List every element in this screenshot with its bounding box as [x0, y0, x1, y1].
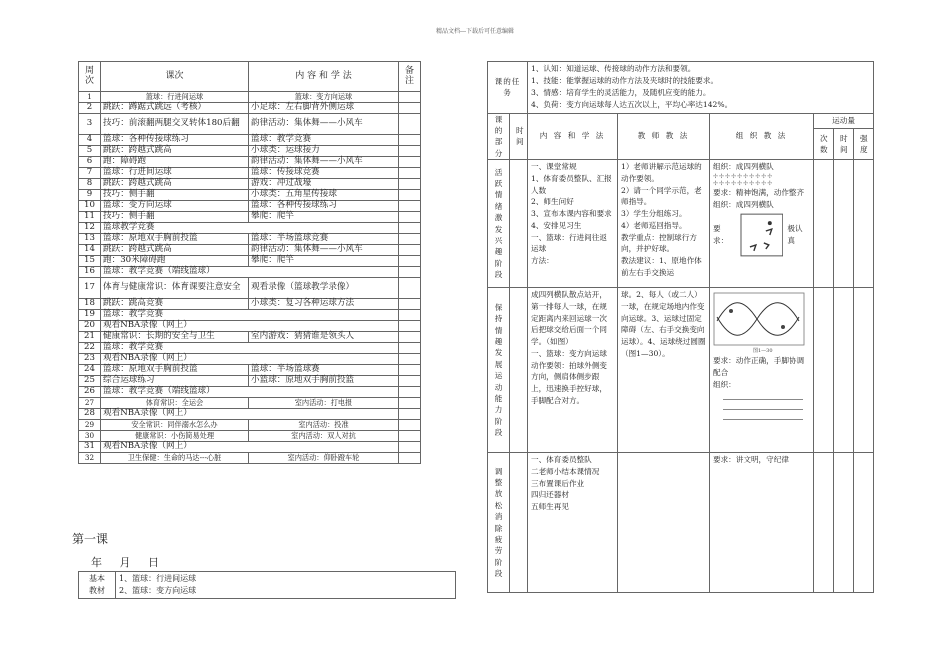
lesson-b: 游戏：冲过战壕 — [249, 179, 399, 190]
court-diagram — [740, 213, 784, 257]
week-number: 15 — [79, 256, 101, 267]
remark-cell — [399, 278, 421, 299]
blank-line — [723, 390, 803, 400]
section-2-org-req: 要求：动作正确，手脚协调配合 — [713, 356, 805, 377]
remark-cell — [399, 354, 421, 365]
remark-cell — [399, 267, 421, 278]
week-number: 20 — [79, 321, 101, 332]
header-week: 周次 — [79, 62, 101, 92]
remark-cell — [399, 299, 421, 310]
week-number: 12 — [79, 223, 101, 234]
task-4: 4、负荷：变方向运球每人达五次以上，平均心率达142%。 — [531, 100, 733, 110]
lesson-a: 跳跃：蹲踞式跳远（考核） — [101, 103, 249, 114]
week-number: 16 — [79, 267, 101, 278]
schedule-row — [79, 365, 421, 376]
week-number: 10 — [79, 201, 101, 212]
section-1-teach: 1）老师讲解示范运球的动作要领。 2）请一个同学示范，老师指导。 3）学生分组练习。 4）老师巡回指导。 教学重点：控制球行方向，并护好球。 教法建议：1、原地作体前左右手交换运 — [618, 160, 710, 288]
basic-material-table — [78, 571, 456, 599]
week-number: 1 — [79, 92, 101, 103]
week-number: 26 — [79, 387, 101, 398]
remark-cell — [399, 376, 421, 387]
head-part: 课的部分 — [488, 113, 510, 160]
lesson-b: 小球类：五角星传接球 — [249, 190, 399, 201]
task-2: 1、技能：能掌握运球的动作方法及夹球时的技能要求。 — [531, 76, 719, 86]
schedule-row — [79, 223, 421, 234]
section-1-org-side: 极认真 — [787, 224, 803, 245]
schedule-row — [79, 398, 421, 409]
lesson-b: 室内游戏：猜猜谁是领头人 — [249, 332, 399, 343]
remark-cell — [399, 343, 421, 354]
lesson-a: 体育与健康常识：体育课要注意安全 — [101, 278, 249, 299]
schedule-row — [79, 442, 421, 453]
task-label: 课的任务 — [488, 62, 528, 114]
schedule-row — [79, 92, 421, 103]
schedule-row — [79, 332, 421, 343]
week-number: 28 — [79, 409, 101, 420]
basic-item-1: 1、篮球：行进间运球 — [119, 574, 197, 583]
week-number: 19 — [79, 310, 101, 321]
head-strength: 强度 — [854, 128, 874, 159]
week-number: 27 — [79, 398, 101, 409]
lesson-b: 攀爬：爬竿 — [249, 212, 399, 223]
week-number: 31 — [79, 442, 101, 453]
week-number: 9 — [79, 190, 101, 201]
remark-cell — [399, 365, 421, 376]
schedule-row — [79, 420, 421, 431]
lesson-b: 小足球：左右脚背外侧运球 — [249, 103, 399, 114]
section-3-label: 调整放松消除疲劳阶段 — [488, 453, 510, 593]
date-line: 年 月 日 — [91, 556, 159, 569]
week-number: 18 — [79, 299, 101, 310]
schedule-row — [79, 256, 421, 267]
lesson-a: 跳跃：跨越式跳高 — [101, 146, 249, 157]
head-dur: 时间 — [834, 128, 854, 159]
week-number: 2 — [79, 103, 101, 114]
lesson-b: 小篮球：原地双手胸前投篮 — [249, 376, 399, 387]
week-number: 11 — [79, 212, 101, 223]
lesson-a: 篮球：原地双手胸前投篮 — [101, 234, 249, 245]
week-number: 13 — [79, 234, 101, 245]
section-2-org-org: 组织： — [713, 379, 736, 389]
section-2-content: 成四列横队散点站开，第一排每人一球，在规定距离内来回运球一次后把球交给后面一个同学。（如图） 一、篮球：变方向运球 动作要领：拍球外侧变方向，侧肩体侧步跟上，迅速换手控好球，手脚配合对方。 — [528, 288, 618, 453]
schedule-body — [79, 92, 421, 464]
remark-cell — [399, 92, 421, 103]
remark-cell — [399, 135, 421, 146]
lesson-a: 综合运球练习 — [101, 376, 249, 387]
schedule-row — [79, 387, 421, 398]
section-1-org-top: 组织：成四列横队 — [713, 162, 774, 172]
lesson-a: 技巧：前滚翻两腿交叉转体180后翻 — [101, 114, 249, 135]
week-number: 14 — [79, 245, 101, 256]
lesson-a: 跑：障碍跑 — [101, 157, 249, 168]
remark-cell — [399, 431, 421, 442]
schedule-row — [79, 354, 421, 365]
head-content: 内 容 和 学 法 — [528, 113, 618, 160]
lesson-a: 观看NBA录像（网上） — [101, 354, 399, 365]
blank-line — [723, 400, 803, 410]
blank-line — [723, 410, 803, 420]
schedule-row — [79, 114, 421, 135]
week-number: 30 — [79, 431, 101, 442]
week-number: 4 — [79, 135, 101, 146]
lesson-b: 篮球：各种传接球练习 — [249, 201, 399, 212]
lesson-a: 观看NBA录像（网上） — [101, 409, 399, 420]
schedule-row — [79, 278, 421, 299]
remark-cell — [399, 398, 421, 409]
lesson-plan-table — [487, 61, 874, 593]
section-3-org: 要求：讲文明，守纪律 — [710, 453, 814, 593]
lesson-a: 观看NBA录像（网上） — [101, 321, 399, 332]
week-number: 3 — [79, 114, 101, 135]
diagram-caption: 图1—30 — [753, 348, 773, 354]
week-number: 21 — [79, 332, 101, 343]
head-time: 时间 — [510, 113, 528, 160]
head-teach: 教 师 教 法 — [618, 113, 710, 160]
lesson-a: 篮球：教学竞赛（端线篮球） — [101, 387, 399, 398]
schedule-row — [79, 135, 421, 146]
schedule-row — [79, 157, 421, 168]
remark-cell — [399, 332, 421, 343]
lesson-a: 跑：30米障碍跑 — [101, 256, 249, 267]
section-1-content: 一、课堂常规 1、体育委员整队、汇报人数 2、师生问好 3、宣布本课内容和要求 4、安排见习生 一、篮球：行进间往返运球 方法： — [528, 160, 618, 288]
week-number: 23 — [79, 354, 101, 365]
remark-cell — [399, 442, 421, 453]
lesson-b: 观看录像（篮球教学录像） — [249, 278, 399, 299]
week-number: 17 — [79, 278, 101, 299]
remark-cell — [399, 146, 421, 157]
lesson-b: 篮球：变方向运球 — [249, 92, 399, 103]
week-number: 22 — [79, 343, 101, 354]
lesson-a: 技巧：侧手翻 — [101, 190, 249, 201]
lesson-a: 观看NBA录像（网上） — [101, 442, 399, 453]
load-label: 运动量 — [814, 113, 874, 128]
header-note: 精品文档---下载后可任意编辑 — [435, 28, 515, 35]
schedule-row — [79, 234, 421, 245]
lesson-a: 篮球：原地双手胸前投篮 — [101, 365, 249, 376]
remark-cell — [399, 114, 421, 135]
schedule-row — [79, 267, 421, 278]
lesson-b: 室内活动：仰卧蹬车轮 — [249, 453, 399, 464]
remark-cell — [399, 212, 421, 223]
schedule-row — [79, 310, 421, 321]
lesson-a: 健康常识：长期的安全与卫生 — [101, 332, 249, 343]
schedule-row — [79, 179, 421, 190]
schedule-row — [79, 409, 421, 420]
lesson-a: 卫生保健：生命的马达---心脏 — [101, 453, 249, 464]
lesson-b: 韵律活动：集体舞——小风车 — [249, 114, 399, 135]
remark-cell — [399, 387, 421, 398]
schedule-row — [79, 168, 421, 179]
section-1-org-low: 要求： — [713, 224, 729, 245]
lesson-a: 篮球教学竞赛 — [101, 223, 399, 234]
lesson-a: 安全常识：同伴溺水怎么办 — [101, 420, 249, 431]
header-lesson: 课次 — [101, 62, 249, 92]
lesson-b: 攀爬：爬竿 — [249, 256, 399, 267]
lesson-a: 健康常识：小伤简易处理 — [101, 431, 249, 442]
lesson-b: 室内活动：投准 — [249, 420, 399, 431]
schedule-row — [79, 453, 421, 464]
lesson-b: 室内活动：双人对抗 — [249, 431, 399, 442]
section-2-teach: 球。2、每人（或二人）一球，在规定场地内作变向运球。3、运球过固定障碍（左、右手交换变向运球）。4、运球绕过圆圈（图1—30）。 — [618, 288, 710, 453]
lesson-b: 篮球：半场篮球竞赛 — [249, 234, 399, 245]
remark-cell — [399, 201, 421, 212]
remark-cell — [399, 256, 421, 267]
schedule-row — [79, 146, 421, 157]
schedule-row — [79, 431, 421, 442]
lesson-a: 篮球：教学竞赛 — [101, 343, 399, 354]
remark-cell — [399, 245, 421, 256]
week-number: 7 — [79, 168, 101, 179]
formation-dots: ✢✢✢✢✢✢✢✢✢✢ ✢✢✢✢✢✢✢✢✢✢ — [713, 172, 774, 188]
lesson-a: 跳跃：跳高竞赛 — [101, 299, 249, 310]
schedule-row — [79, 321, 421, 332]
section-2-label: 保持情趣发展运动能力阶段 — [488, 288, 510, 453]
schedule-row — [79, 212, 421, 223]
dribble-path-diagram — [713, 291, 805, 353]
lesson-a: 跳跃：跨越式跳高 — [101, 245, 249, 256]
remark-cell — [399, 310, 421, 321]
schedule-row — [79, 299, 421, 310]
schedule-row — [79, 201, 421, 212]
lesson-a: 篮球：行进间运球 — [101, 168, 249, 179]
schedule-row — [79, 190, 421, 201]
lesson-title: 第一课 — [72, 532, 109, 546]
remark-cell — [399, 234, 421, 245]
header-remark: 备注 — [399, 62, 421, 92]
section-1-org-req: 要求：精神饱满，动作整齐 — [713, 188, 805, 198]
week-number: 6 — [79, 157, 101, 168]
basic-label: 基本 教材 — [79, 572, 116, 599]
section-1-label: 活跃情绪激发兴趣阶段 — [488, 160, 510, 288]
lesson-a: 体育常识：全运会 — [101, 398, 249, 409]
remark-cell — [399, 321, 421, 332]
remark-cell — [399, 453, 421, 464]
remark-cell — [399, 103, 421, 114]
week-number: 25 — [79, 376, 101, 387]
section-3-content: 一、体育委员整队 二老师小结本课情况 三布置课后作业 四归还器材 五师生再见 — [528, 453, 618, 593]
lesson-b: 小球类：复习各种运球方法 — [249, 299, 399, 310]
header-content: 内 容 和 学 法 — [249, 62, 399, 92]
head-count: 次数 — [814, 128, 834, 159]
schedule-table — [78, 61, 421, 464]
lesson-a: 篮球：行进间运球 — [101, 92, 249, 103]
week-number: 8 — [79, 179, 101, 190]
remark-cell — [399, 179, 421, 190]
week-number: 5 — [79, 146, 101, 157]
week-number: 24 — [79, 365, 101, 376]
schedule-row — [79, 245, 421, 256]
task-3: 3、情感：培育学生的灵活能力，及随机应变的能力。 — [531, 88, 711, 98]
lesson-b: 小球类：运球接力 — [249, 146, 399, 157]
head-org: 组 织 教 法 — [710, 113, 814, 160]
section-1-org-mid: 组织：成四列横队 — [713, 200, 774, 210]
remark-cell — [399, 157, 421, 168]
lesson-b: 篮球：教学竞赛 — [249, 135, 399, 146]
lesson-a: 跳跃：跨越式跳高 — [101, 179, 249, 190]
schedule-row — [79, 343, 421, 354]
remark-cell — [399, 420, 421, 431]
lesson-a: 篮球：变方向运球 — [101, 201, 249, 212]
schedule-row — [79, 376, 421, 387]
remark-cell — [399, 168, 421, 179]
lesson-a: 篮球：教学竞赛 — [101, 310, 399, 321]
remark-cell — [399, 223, 421, 234]
task-1: 1、认知：知道运球、传接球的动作方法和要领。 — [531, 64, 696, 73]
lesson-b: 韵律活动：集体舞——小风车 — [249, 157, 399, 168]
lesson-b: 篮球：传接球竞赛 — [249, 168, 399, 179]
schedule-row — [79, 103, 421, 114]
lesson-a: 篮球：各种传接球练习 — [101, 135, 249, 146]
week-number: 29 — [79, 420, 101, 431]
lesson-b: 篮球：半场篮球赛 — [249, 365, 399, 376]
remark-cell — [399, 409, 421, 420]
lesson-b: 韵律活动：集体舞——小风车 — [249, 245, 399, 256]
lesson-a: 篮球：教学竞赛（端线篮球） — [101, 267, 399, 278]
lesson-b: 室内活动：打电报 — [249, 398, 399, 409]
week-number: 32 — [79, 453, 101, 464]
remark-cell — [399, 190, 421, 201]
basic-item-2: 2、篮球：变方向运球 — [119, 586, 197, 595]
lesson-a: 技巧：侧手翻 — [101, 212, 249, 223]
